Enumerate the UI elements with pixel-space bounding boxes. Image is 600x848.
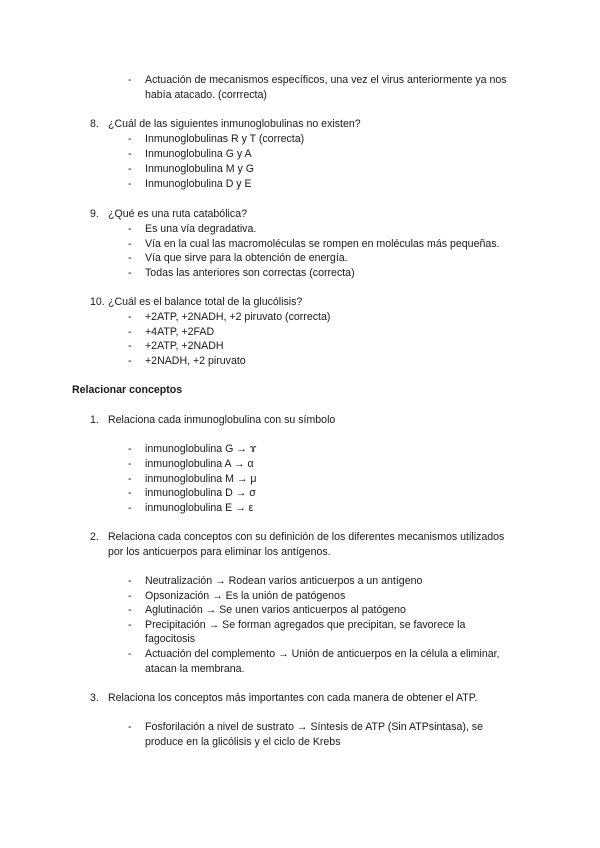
bullet-dash: -: [128, 74, 132, 86]
bullet-dash: -: [128, 252, 132, 264]
r2-item-4-line1: Precipitación → Se forman agregados que precipitan, se favorece la: [145, 619, 466, 631]
bullet-dash: -: [128, 502, 132, 514]
q8-option: Inmunoglobulina G y A: [145, 148, 252, 160]
bullet-dash: -: [128, 326, 132, 338]
r3-number: 3.: [90, 692, 99, 704]
bullet-dash: -: [128, 443, 132, 455]
q10-option: +4ATP, +2FAD: [145, 326, 215, 338]
r2-number: 2.: [90, 531, 99, 543]
bullet-dash: -: [128, 575, 132, 587]
r3-item-line1: Fosforilación a nivel de sustrato → Síntesis de ATP (Sin ATPsintasa), se: [145, 721, 483, 733]
q8-option: Inmunoglobulina D y E: [145, 178, 252, 190]
q10-option: +2ATP, +2NADH, +2 piruvato (correcta): [145, 311, 331, 323]
bullet-dash: -: [128, 473, 132, 485]
bullet-dash: -: [128, 178, 132, 190]
r1-item: inmunoglobulina D → σ: [145, 487, 256, 499]
bullet-dash: -: [128, 619, 132, 631]
r1-item: inmunoglobulina A → α: [145, 458, 254, 470]
bullet-dash: -: [128, 223, 132, 235]
q9-option: Todas las anteriores son correctas (correcta): [145, 267, 355, 279]
q9-option: Vía en la cual las macromoléculas se rompen en moléculas más pequeñas.: [145, 238, 500, 250]
r2-item-4-line2: fagocitosis: [145, 633, 196, 645]
bullet-dash: -: [128, 148, 132, 160]
bullet-dash: -: [128, 238, 132, 250]
q9-number: 9.: [90, 208, 99, 220]
q10-question: ¿Cuál es el balance total de la glucólisis?: [108, 296, 303, 308]
r3-item-line2: produce en la glicólisis y el ciclo de Krebs: [145, 736, 341, 748]
r1-number: 1.: [90, 414, 99, 426]
bullet-dash: -: [128, 340, 132, 352]
r2-item-5-line2: atacan la membrana.: [145, 663, 245, 675]
q10-number: 10.: [90, 296, 105, 308]
bullet-dash: -: [128, 648, 132, 660]
q8-option: Inmunoglobulinas R y T (correcta): [145, 133, 305, 145]
bullet-dash: -: [128, 590, 132, 602]
q8-number: 8.: [90, 118, 99, 130]
r1-item: inmunoglobulina E → ε: [145, 502, 254, 514]
bullet-dash: -: [128, 355, 132, 367]
r1-item: inmunoglobulina G → ɤ: [145, 443, 257, 455]
bullet-dash: -: [128, 604, 132, 616]
bullet-dash: -: [128, 267, 132, 279]
bullet-dash: -: [128, 721, 132, 733]
q10-option: +2ATP, +2NADH: [145, 340, 224, 352]
r2-item-5-line1: Actuación del complemento → Unión de anticuerpos en la célula a eliminar,: [145, 648, 500, 660]
r2-item: Neutralización → Rodean varios anticuerpos a un antígeno: [145, 575, 423, 587]
r2-item: Aglutinación → Se unen varios anticuerpos al patógeno: [145, 604, 406, 616]
q8-option: Inmunoglobulina M y G: [145, 163, 254, 175]
section-title: Relacionar conceptos: [72, 384, 183, 396]
q9-option: Es una vía degradativa.: [145, 223, 257, 235]
r1-item: inmunoglobulina M → μ: [145, 473, 257, 485]
q9-question: ¿Qué es una ruta catabólica?: [108, 208, 247, 220]
bullet-dash: -: [128, 311, 132, 323]
r3-prompt: Relaciona los conceptos más importantes con cada manera de obtener el ATP.: [108, 692, 478, 704]
q7-option-line1: Actuación de mecanismos específicos, una vez el virus anteriormente ya nos: [145, 74, 507, 86]
r2-prompt-line2: por los anticuerpos para eliminar los antígenos.: [108, 546, 331, 558]
q8-question: ¿Cuál de las siguientes inmunoglobulinas no existen?: [108, 118, 361, 130]
r2-prompt-line1: Relaciona cada conceptos con su definición de los diferentes mecanismos utilizados: [108, 531, 505, 543]
bullet-dash: -: [128, 487, 132, 499]
r2-item: Opsonización → Es la unión de patógenos: [145, 590, 346, 602]
r1-prompt: Relaciona cada inmunoglobulina con su símbolo: [108, 414, 336, 426]
bullet-dash: -: [128, 133, 132, 145]
q10-option: +2NADH, +2 piruvato: [145, 355, 246, 367]
q7-option-line2: había atacado. (corrrecta): [145, 89, 267, 101]
bullet-dash: -: [128, 458, 132, 470]
bullet-dash: -: [128, 163, 132, 175]
q9-option: Vía que sirve para la obtención de energía.: [145, 252, 348, 264]
